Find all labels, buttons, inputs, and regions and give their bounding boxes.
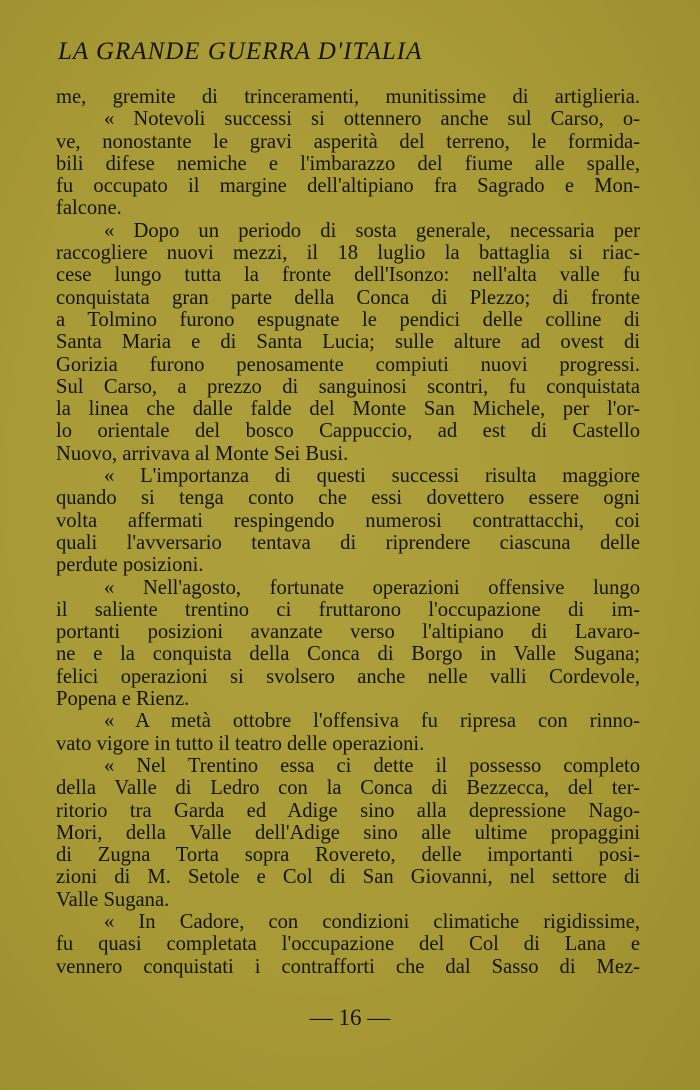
text-line: vato vigore in tutto il teatro delle operazioni.: [56, 732, 425, 755]
text-line: « Nel Trentino essa ci dette il possesso completo: [104, 754, 640, 777]
text-line: ritorio tra Garda ed Adige sino alla depressione Nago-: [56, 799, 640, 822]
text-line: quando si tenga conto che essi dovettero essere ogni: [56, 487, 640, 510]
text-line: volta affermati respingendo numerosi contrattacchi, coi: [56, 509, 640, 532]
text-line: perdute posizioni.: [56, 554, 204, 577]
text-line: vennero conquistati i contrafforti che dal Sasso di Mez-: [56, 955, 640, 978]
text-line: me, gremite di trinceramenti, munitissime di artiglieria.: [56, 86, 640, 108]
text-line: « A metà ottobre l'offensiva fu ripresa con rinno-: [104, 710, 640, 733]
text-line: quali l'avversario tentava di riprendere ciascuna delle: [56, 531, 640, 554]
text-line: « In Cadore, con condizioni climatiche rigidissime,: [104, 910, 640, 933]
text-line: della Valle di Ledro con la Conca di Bezzecca, del ter-: [56, 777, 640, 800]
text-line: cese lungo tutta la fronte dell'Isonzo: nell'alta valle fu: [56, 264, 640, 287]
text-line: a Tolmino furono espugnate le pendici delle colline di: [56, 308, 640, 331]
text-line: Nuovo, arrivava al Monte Sei Busi.: [56, 442, 349, 465]
text-line: Popena e Rienz.: [56, 688, 190, 711]
running-head: LA GRANDE GUERRA D'ITALIA: [58, 38, 423, 65]
text-line: ve, nonostante le gravi asperità del terreno, le formida-: [56, 130, 640, 153]
text-line: la linea che dalle falde del Monte San Michele, per l'or-: [56, 398, 640, 421]
text-line: felici operazioni si svolsero anche nelle valli Cordevole,: [56, 665, 640, 688]
page-number: — 16 —: [309, 1005, 391, 1030]
text-line: Sul Carso, a prezzo di sanguinosi scontri, fu conquistata: [56, 375, 640, 398]
text-line: lo orientale del bosco Cappuccio, ad est di Castello: [56, 420, 640, 443]
body-text: [56, 86, 640, 978]
text-line: il saliente trentino ci fruttarono l'occupazione di im-: [56, 598, 640, 621]
text-line: zioni di M. Setole e Col di San Giovanni, nel settore di: [56, 866, 640, 889]
text-line: bili difese nemiche e l'imbarazzo del fiume alle spalle,: [56, 152, 640, 175]
text-line: Valle Sugana.: [56, 888, 170, 911]
text-line: « L'importanza di questi successi risulta maggiore: [104, 465, 640, 488]
text-line: Mori, della Valle dell'Adige sino alle ultime propaggini: [56, 821, 640, 844]
text-line: falcone.: [56, 197, 122, 220]
text-line: conquistata gran parte della Conca di Plezzo; di fronte: [56, 286, 640, 309]
text-line: Gorizia furono penosamente compiuti nuovi progressi.: [56, 353, 640, 376]
text-line: raccogliere nuovi mezzi, il 18 luglio la battaglia si riac-: [56, 242, 640, 265]
text-line: di Zugna Torta sopra Rovereto, delle importanti posi-: [56, 844, 640, 867]
text-line: portanti posizioni avanzate verso l'altipiano di Lavaro-: [56, 621, 640, 644]
text-line: fu quasi completata l'occupazione del Col di Lana e: [56, 933, 640, 956]
text-line: « Dopo un periodo di sosta generale, necessaria per: [104, 219, 640, 242]
text-line: Santa Maria e di Santa Lucia; sulle alture ad ovest di: [56, 331, 640, 354]
text-line: fu occupato il margine dell'altipiano fra Sagrado e Mon-: [56, 175, 640, 198]
text-line: « Notevoli successi si ottennero anche sul Carso, o-: [104, 108, 640, 131]
text-line: « Nell'agosto, fortunate operazioni offensive lungo: [104, 576, 640, 599]
text-line: ne e la conquista della Conca di Borgo in Valle Sugana;: [56, 643, 640, 666]
